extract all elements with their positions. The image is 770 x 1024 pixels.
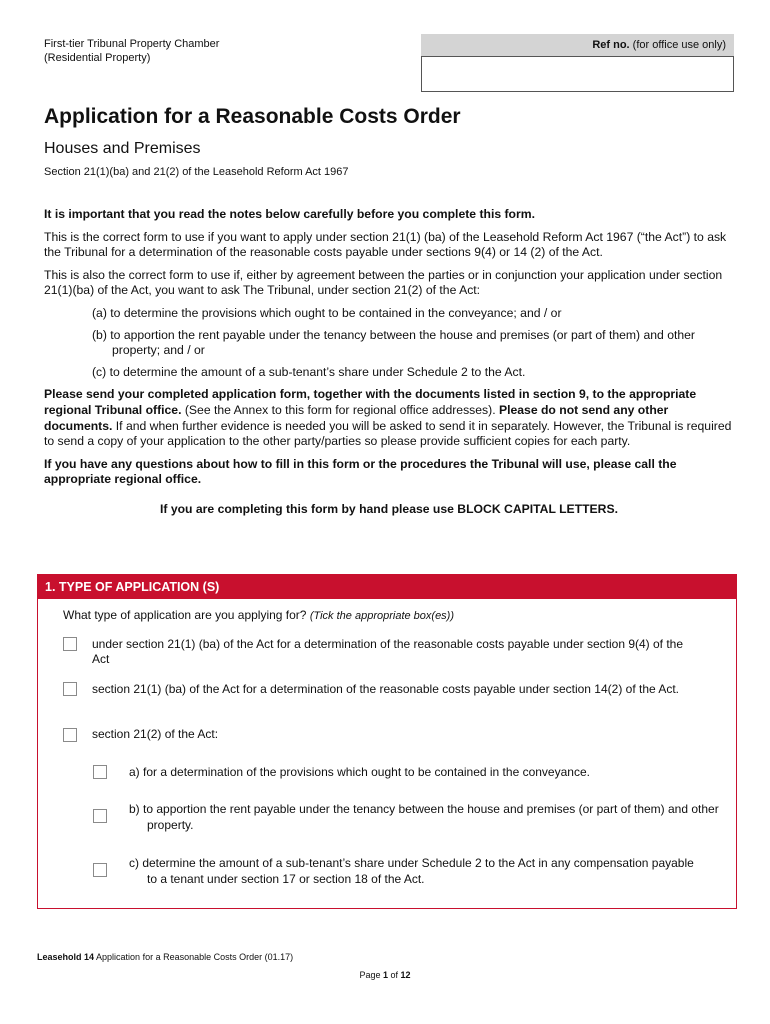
question-text: What type of application are you applying for? (63, 608, 307, 622)
question-hint: (Tick the appropriate box(es)) (309, 610, 455, 622)
page-number (0, 970, 770, 980)
form-footer (37, 952, 293, 962)
legislation-reference: Section 21(1)(ba) and 21(2) of the Leasehold Reform Act 1967 (44, 166, 349, 178)
option-label-section-21-1-ba-14-2: section 21(1) (ba) of the Act for a determination of the reasonable costs payable under section 14(2) of the Act. (92, 682, 680, 696)
section-heading: 1. TYPE OF APPLICATION (S) (38, 575, 736, 599)
ref-number-header (421, 34, 734, 56)
ref-number-note: (for office use only) (632, 39, 726, 51)
tribunal-line-1: First-tier Tribunal Property Chamber (44, 38, 220, 50)
checkbox-section-21-2[interactable] (63, 728, 77, 742)
block-capitals-notice: If you are completing this form by hand please use BLOCK CAPITAL LETTERS. (160, 501, 618, 516)
send-instructions-bold: Please send your completed application form, together with the documents listed in section 9, to the appropriate regional Tribunal office. (44, 387, 697, 417)
application-type-question (63, 608, 454, 622)
option-label-section-21-2: section 21(2) of the Act: (92, 727, 219, 741)
section-type-of-application (37, 574, 737, 909)
page-title: Application for a Reasonable Costs Order (44, 105, 461, 128)
ref-number-label: Ref no. (592, 39, 630, 51)
sub-option-label-a: a) for a determination of the provisions which ought to be contained in the conveyance. (129, 765, 590, 779)
send-instructions-warning: Please do not send any other documents. (44, 402, 669, 433)
tribunal-line-2: (Residential Property) (44, 52, 151, 64)
note-paragraph-2: This is also the correct form to use if, either by agreement between the parties or in conjunction your application under section 21(1)(ba) of the Act, you want to ask The Tribunal, under section 21(2) of the Act: (44, 267, 723, 298)
note-list-item-b: (b) to apportion the rent payable under the tenancy between the house and premises (or part of them) and other property; and / or (92, 327, 695, 358)
guidance-notes (44, 207, 734, 525)
send-instructions (44, 387, 734, 449)
questions-notice: If you have any questions about how to fill in this form or the procedures the Tribunal will use, please call the appropriate regional office. (44, 456, 677, 487)
checkbox-section-21-1-ba-14-2[interactable] (63, 682, 77, 696)
page-subtitle: Houses and Premises (44, 140, 201, 157)
page-current: 1 (382, 970, 388, 980)
page-label: Page (359, 970, 383, 980)
sub-option-label-c: c) determine the amount of a sub-tenant’s share under Schedule 2 to the Act in any compensation payable to a tenant under section 17 or section 18 of the Act. (129, 856, 694, 886)
checkbox-sub-option-a[interactable] (93, 765, 107, 779)
form-code: Leasehold 14 (37, 952, 95, 962)
send-instructions-annex: (See the Annex to this form for regional office addresses). (181, 402, 499, 417)
note-list (44, 306, 734, 380)
sub-option-label-b: b) to apportion the rent payable under the tenancy between the house and premises (or part of them) and other property. (129, 802, 719, 832)
note-paragraph-1: This is the correct form to use if you want to apply under section 21(1) (ba) of the Leasehold Reform Act 1967 (“the Act”) to ask the Tribunal for a determination of the reasonable costs payable under sections 9(4) or 14 (2) of the Act. (44, 229, 727, 260)
tribunal-name (44, 37, 219, 65)
important-notice: It is important that you read the notes below carefully before you complete this form. (44, 207, 535, 221)
note-list-item-c: (c) to determine the amount of a sub-tenant’s share under Schedule 2 to the Act. (92, 364, 526, 379)
send-instructions-rest: If and when further evidence is needed you will be asked to send it in separately. However, the Tribunal is required to send a copy of your application to the other party/parties so please provide sufficient copies for each party. (44, 418, 732, 449)
checkbox-sub-option-b[interactable] (93, 809, 107, 823)
page-total: 12 (400, 970, 411, 980)
ref-number-field[interactable] (421, 56, 734, 92)
option-label-section-21-1-ba-9-4: under section 21(1) (ba) of the Act for a determination of the reasonable costs payable under section 9(4) of the Act (92, 637, 684, 666)
page-of: of (388, 970, 401, 980)
checkbox-section-21-1-ba-9-4[interactable] (63, 637, 77, 651)
checkbox-sub-option-c[interactable] (93, 863, 107, 877)
form-footer-title: Application for a Reasonable Costs Order (01.17) (94, 952, 294, 962)
note-list-item-a: (a) to determine the provisions which ought to be contained in the conveyance; and / or (92, 305, 562, 320)
